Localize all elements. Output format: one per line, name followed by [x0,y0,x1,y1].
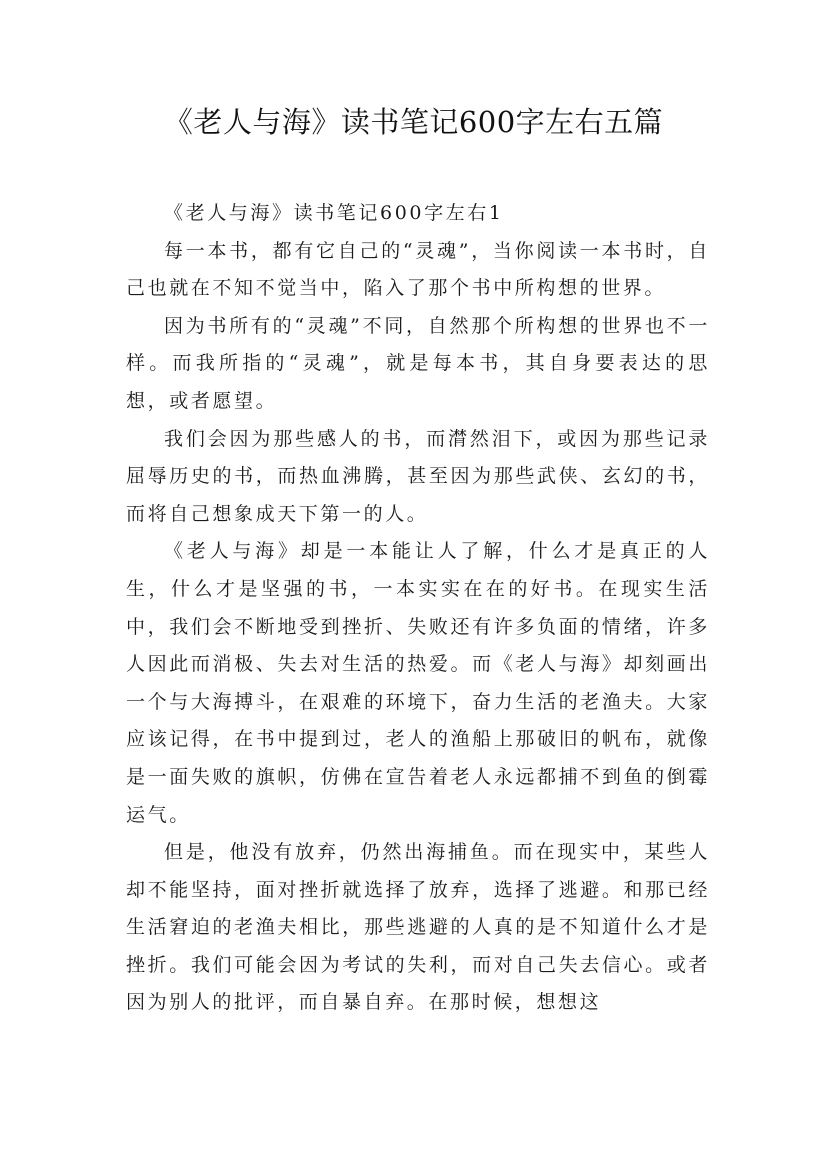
paragraph: 《老人与海》却是一本能让人了解，什么才是真正的人生，什么才是坚强的书，一本实实在在的好书。在现实生活中，我们会不断地受到挫折、失败还有许多负面的情绪，许多人因此而消极、失去对生活的热爱。而《老人与海》却刻画出一个与大海搏斗，在艰难的环境下，奋力生活的老渔夫。大家应该记得，在书中提到过，老人的渔船上那破旧的帆布，就像是一面失败的旗帜，仿佛在宣告着老人永远都捕不到鱼的倒霉运气。 [126,540,710,826]
document-body [126,195,710,1022]
paragraph: 因为书所有的“灵魂”不同，自然那个所构想的世界也不一样。而我所指的“灵魂”，就是每本书，其自身要表达的思想，或者愿望。 [126,314,710,412]
paragraph: 每一本书，都有它自己的“灵魂”，当你阅读一本书时，自己也就在不知不觉当中，陷入了那个书中所构想的世界。 [126,239,710,300]
paragraph: 我们会因为那些感人的书，而潸然泪下，或因为那些记录屈辱历史的书，而热血沸腾，甚至因为那些武侠、玄幻的书，而将自己想象成天下第一的人。 [126,427,710,525]
document-title: 《老人与海》读书笔记600字左右五篇 [163,105,664,139]
paragraph: 但是，他没有放弃，仍然出海捕鱼。而在现实中，某些人却不能坚持，面对挫折就选择了放弃，选择了逃避。和那已经生活窘迫的老渔夫相比，那些逃避的人真的是不知道什么才是挫折。我们可能会因为考试的失利，而对自己失去信心。或者因为别人的批评，而自暴自弃。在那时候，想想这 [126,841,710,1014]
section-heading: 《老人与海》读书笔记600字左右1 [164,202,504,224]
